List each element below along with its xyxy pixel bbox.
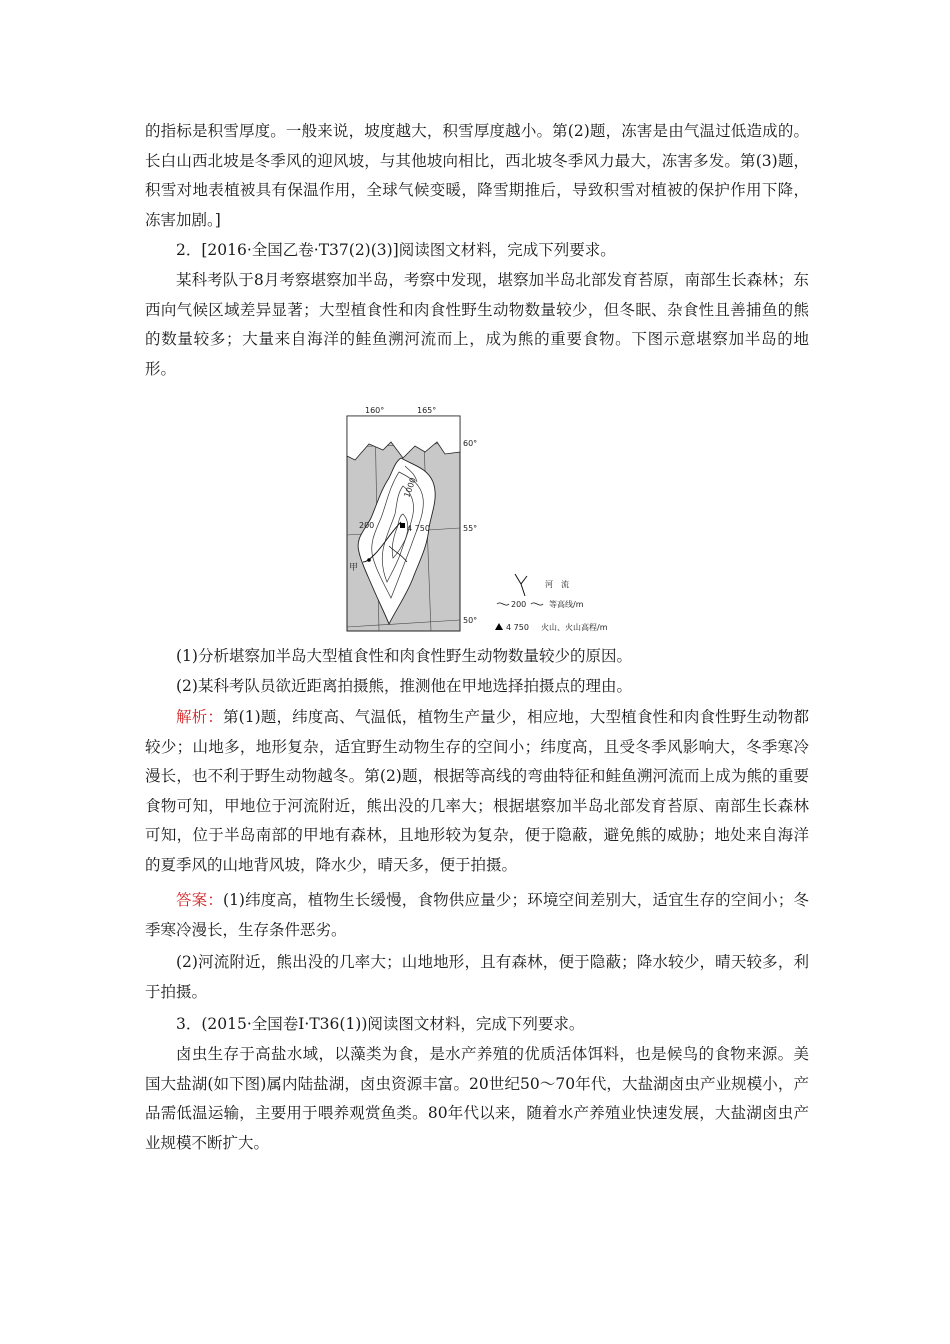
answer-paragraph-1 bbox=[145, 886, 809, 945]
legend-contour-right bbox=[531, 603, 543, 605]
question-2-heading: 2．[2016·全国乙卷·T37(2)(3)]阅读图文材料，完成下列要求。 bbox=[176, 241, 616, 259]
analysis-label: 解析： bbox=[176, 708, 224, 726]
answer-paragraph-2: (2)河流附近，熊出没的几率大；山地地形，且有森林，便于隐蔽；降水较少，晴天较多，利于拍摄。 bbox=[145, 953, 809, 1001]
analysis-paragraph bbox=[145, 703, 809, 880]
paragraph-analysis-continued: 的指标是积雪厚度。一般来说，坡度越大，积雪厚度越小。第(2)题，冻害是由气温过低造成的。长白山西北坡是冬季风的迎风坡，与其他坡向相比，西北坡冬季风力最大，冻害多发。第(3)题，积雪对地表植被具有保温作用，全球气候变暖，降雪期推后，导致积雪对植被的保护作用下降，冻害加剧。] bbox=[145, 122, 809, 229]
kamchatka-terrain-map bbox=[345, 402, 645, 634]
legend-volcano-label: 火山、火山高程/m bbox=[541, 623, 608, 632]
latitude-label-60: 60° bbox=[463, 439, 478, 448]
place-jia-marker bbox=[367, 558, 371, 562]
legend-contour-left bbox=[497, 603, 509, 605]
contour-label-1000: 1000 bbox=[402, 476, 418, 499]
legend-river-icon bbox=[515, 574, 527, 596]
contour-label-200: 200 bbox=[359, 521, 375, 530]
question-2-sub-2: (2)某科考队员欲近距离拍摄熊，推测他在甲地选择拍摄点的理由。 bbox=[176, 677, 632, 695]
map-graphic bbox=[345, 402, 645, 634]
legend-river-label: 河 流 bbox=[545, 580, 569, 589]
latitude-label-55: 55° bbox=[463, 524, 478, 533]
legend-contour-sample: 200 bbox=[511, 600, 527, 609]
legend-contour-label: 等高线/m bbox=[549, 600, 584, 609]
answer-text-1: (1)纬度高，植物生长缓慢，食物供应量少；环境空间差别大，适宜生存的空间小；冬季寒冷漫长，生存条件恶劣。 bbox=[145, 891, 809, 939]
longitude-label-165: 165° bbox=[417, 406, 437, 415]
peak-elevation-label: 4 750 bbox=[407, 524, 430, 533]
question-3-material: 卤虫生存于高盐水域，以藻类为食，是水产养殖的优质活体饵料，也是候鸟的食物来源。美国大盐湖(如下图)属内陆盐湖，卤虫资源丰富。20世纪50～70年代，大盐湖卤虫产业规模小，产品需低温运输，主要用于喂养观赏鱼类。80年代以来，随着水产养殖业快速发展，大盐湖卤虫产业规模不断扩大。 bbox=[145, 1045, 809, 1152]
volcano-marker bbox=[400, 523, 405, 528]
legend-volcano-value: 4 750 bbox=[506, 623, 529, 632]
answer-label: 答案： bbox=[176, 891, 224, 909]
question-2-sub-1: (1)分析堪察加半岛大型植食性和肉食性野生动物数量较少的原因。 bbox=[176, 647, 632, 665]
legend-volcano-icon bbox=[495, 623, 503, 630]
latitude-label-50: 50° bbox=[463, 616, 478, 625]
question-3-heading: 3．(2015·全国卷Ⅰ·T36(1))阅读图文材料，完成下列要求。 bbox=[176, 1015, 585, 1033]
longitude-label-160: 160° bbox=[365, 406, 385, 415]
question-2-material: 某科考队于8月考察堪察加半岛，考察中发现，堪察加半岛北部发育苔原，南部生长森林；东西向气候区域差异显著；大型植食性和肉食性野生动物数量较少，但冬眠、杂食性且善捕鱼的熊的数量较多；大量来自海洋的鲑鱼溯河流而上，成为熊的重要食物。下图示意堪察加半岛的地形。 bbox=[145, 271, 809, 378]
place-jia-label: 甲 bbox=[349, 563, 359, 573]
analysis-text: 第(1)题，纬度高、气温低，植物生产量少，相应地，大型植食性和肉食性野生动物都较少；山地多，地形复杂，适宜野生动物生存的空间小；纬度高，且受冬季风影响大，冬季寒冷漫长，也不利于野生动物越冬。第(2)题，根据等高线的弯曲特征和鲑鱼溯河流而上成为熊的重要食物可知，甲地位于河流附近，熊出没的几率大；根据堪察加半岛北部发育苔原、南部生长森林可知，位于半岛南部的甲地有森林，且地形较为复杂，便于隐蔽，避免熊的威胁；地处来自海洋的夏季风的山地背风坡，降水少，晴天多，便于拍摄。 bbox=[145, 708, 809, 874]
